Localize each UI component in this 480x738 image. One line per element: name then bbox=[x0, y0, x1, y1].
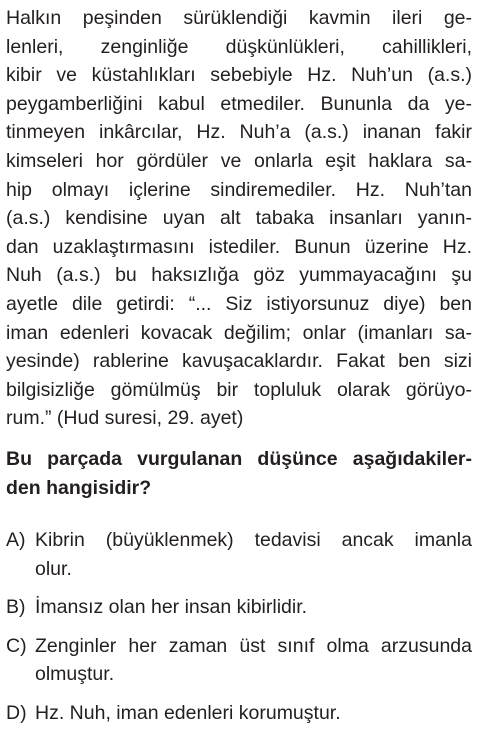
option-line: Zenginler her zaman üst sınıf olma arzusunda bbox=[35, 634, 472, 657]
answer-options bbox=[6, 526, 472, 728]
passage-line: kibir ve küstahlıkları sebebiyle Hz. Nuh’un (a.s.) bbox=[6, 64, 472, 87]
option-text bbox=[35, 593, 472, 622]
passage-line: Halkın peşinden sürüklendiği kavmin ileri ge- bbox=[6, 7, 472, 29]
option-text bbox=[35, 526, 472, 583]
passage-line: rum.” (Hud suresi, 29. ayet) bbox=[6, 407, 244, 430]
passage-line: lenleri, zenginliğe düşkünlükleri, cahillikleri, bbox=[6, 35, 472, 58]
option-text bbox=[35, 632, 472, 689]
option-a[interactable] bbox=[6, 526, 472, 583]
passage-line: bilgisizliğe gömülmüş bir topluluk olarak görüyo- bbox=[6, 378, 472, 401]
passage-line: iman edenleri kovacak değilim; onlar (imanları sa- bbox=[6, 321, 472, 344]
option-line: Kibrin (büyüklenmek) tedavisi ancak imanla bbox=[35, 529, 472, 552]
option-line: İmansız olan her insan kibirlidir. bbox=[35, 596, 308, 619]
option-letter: B) bbox=[6, 596, 26, 619]
passage-line: kimseleri hor gördüler ve onlarla eşit haklara sa- bbox=[6, 149, 472, 172]
question-page bbox=[6, 0, 472, 738]
passage-line: hip olmayı içlerine sindiremediler. Hz. Nuh’tan bbox=[6, 178, 472, 201]
option-text bbox=[35, 699, 472, 728]
option-letter: D) bbox=[6, 702, 27, 725]
option-line: olmuştur. bbox=[35, 663, 115, 686]
passage-line: dan uzaklaştırmasını istediler. Bunun üzerine Hz. bbox=[6, 235, 472, 258]
passage-line: ayetle dile getirdi: “... Siz istiyorsunuz diye) ben bbox=[6, 292, 472, 315]
passage-line: tinmeyen inkârcılar, Hz. Nuh’a (a.s.) inanan fakir bbox=[6, 121, 472, 144]
option-c[interactable] bbox=[6, 632, 472, 689]
option-letter: A) bbox=[6, 529, 26, 552]
option-letter: C) bbox=[6, 634, 27, 657]
passage-line: peygamberliğini kabul etmediler. Bununla da ye- bbox=[6, 92, 472, 115]
option-b[interactable] bbox=[6, 593, 472, 622]
option-line: olur. bbox=[35, 557, 72, 580]
passage-line: yesinde) rablerine kavuşacaklardır. Fakat ben sizi bbox=[6, 350, 472, 373]
option-line: Hz. Nuh, iman edenleri korumuştur. bbox=[35, 702, 341, 725]
passage-text bbox=[6, 4, 472, 433]
passage-line: (a.s.) kendisine uyan alt tabaka insanları yanın- bbox=[6, 207, 472, 230]
question-line: Bu parçada vurgulanan düşünce aşağıdakiler- bbox=[6, 447, 472, 470]
option-d[interactable] bbox=[6, 699, 472, 728]
passage-line: Nuh (a.s.) bu haksızlığa göz yummayacağını şu bbox=[6, 264, 472, 287]
question-line: den hangisidir? bbox=[6, 476, 152, 499]
question-stem bbox=[6, 445, 472, 502]
